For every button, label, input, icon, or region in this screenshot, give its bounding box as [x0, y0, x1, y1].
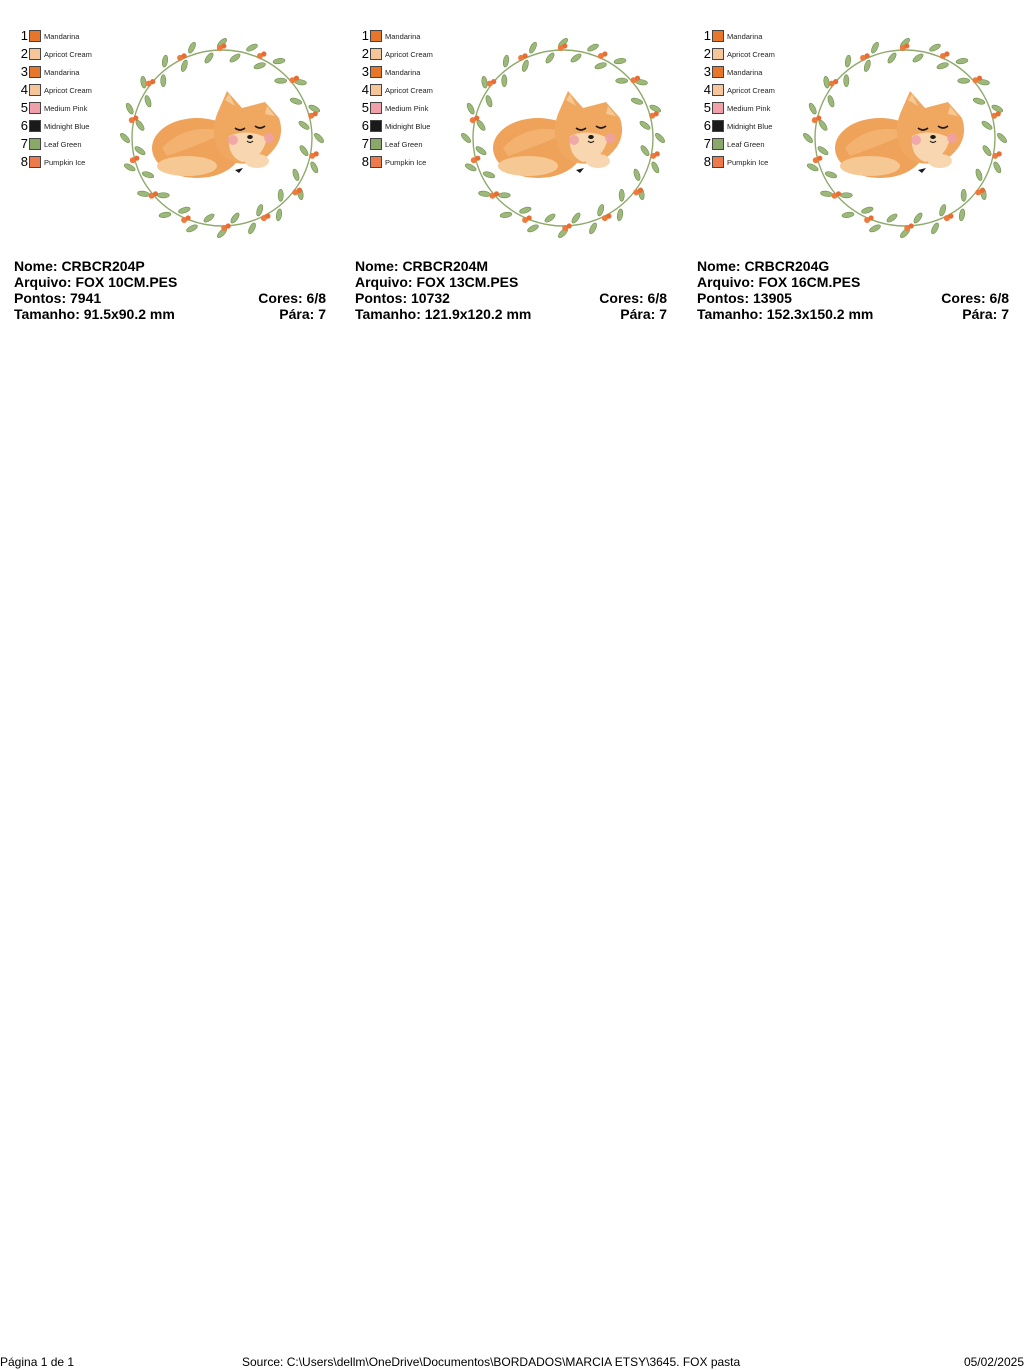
- color-row: [701, 135, 775, 153]
- design-info: [697, 258, 1009, 322]
- color-name: Pumpkin Ice: [44, 157, 86, 167]
- color-name: Midnight Blue: [44, 121, 90, 131]
- color-count: Cores: 6/8: [258, 290, 326, 306]
- color-number: 8: [703, 154, 711, 169]
- print-date: 05/02/2025: [963, 1355, 1024, 1369]
- color-name: Mandarina: [727, 31, 763, 41]
- color-swatch: [29, 138, 41, 150]
- color-swatch: [29, 120, 41, 132]
- embroidery-preview-image: [117, 36, 327, 241]
- page-footer: [0, 1354, 1024, 1370]
- color-row: [701, 81, 775, 99]
- color-number: 5: [20, 100, 28, 115]
- color-swatch: [712, 120, 724, 132]
- color-swatch: [370, 138, 382, 150]
- color-row: [359, 45, 433, 63]
- color-number: 6: [703, 118, 711, 133]
- color-list: [359, 27, 433, 171]
- color-name: Apricot Cream: [385, 49, 433, 59]
- stop-count: Pára: 7: [279, 306, 326, 322]
- color-name: Leaf Green: [44, 139, 82, 149]
- color-name: Mandarina: [44, 67, 80, 77]
- color-row: [18, 81, 92, 99]
- color-number: 4: [703, 82, 711, 97]
- color-name: Medium Pink: [727, 103, 771, 113]
- embroidery-preview-image: [800, 36, 1010, 241]
- color-swatch: [712, 84, 724, 96]
- color-swatch: [370, 102, 382, 114]
- color-row: [18, 153, 92, 171]
- color-row: [359, 117, 433, 135]
- stop-count: Pára: 7: [620, 306, 667, 322]
- color-number: 1: [361, 28, 369, 43]
- color-number: 2: [361, 46, 369, 61]
- stitch-count: Pontos: 13905: [697, 290, 792, 306]
- color-number: 2: [703, 46, 711, 61]
- color-number: 7: [361, 136, 369, 151]
- color-swatch: [712, 48, 724, 60]
- design-name: Nome: CRBCR204M: [355, 258, 489, 274]
- color-swatch: [370, 156, 382, 168]
- color-swatch: [370, 120, 382, 132]
- fox-wreath-artwork: [117, 36, 327, 241]
- embroidery-preview-image: [458, 36, 668, 241]
- design-size: Tamanho: 91.5x90.2 mm: [14, 306, 175, 322]
- design-file: Arquivo: FOX 16CM.PES: [697, 274, 861, 290]
- color-number: 8: [20, 154, 28, 169]
- color-number: 1: [703, 28, 711, 43]
- color-number: 5: [361, 100, 369, 115]
- design-file: Arquivo: FOX 13CM.PES: [355, 274, 519, 290]
- color-swatch: [712, 30, 724, 42]
- design-block: [12, 24, 332, 324]
- color-name: Leaf Green: [385, 139, 423, 149]
- design-info: [14, 258, 326, 322]
- color-list: [18, 27, 92, 171]
- color-row: [18, 117, 92, 135]
- color-name: Apricot Cream: [727, 85, 775, 95]
- color-number: 3: [20, 64, 28, 79]
- color-swatch: [29, 84, 41, 96]
- color-swatch: [712, 156, 724, 168]
- fox-wreath-artwork: [800, 36, 1010, 241]
- color-name: Pumpkin Ice: [385, 157, 427, 167]
- color-number: 3: [361, 64, 369, 79]
- color-list: [701, 27, 775, 171]
- color-row: [701, 63, 775, 81]
- color-row: [701, 117, 775, 135]
- color-name: Mandarina: [44, 31, 80, 41]
- color-name: Medium Pink: [385, 103, 429, 113]
- color-count: Cores: 6/8: [941, 290, 1009, 306]
- color-count: Cores: 6/8: [599, 290, 667, 306]
- color-number: 6: [20, 118, 28, 133]
- color-swatch: [370, 66, 382, 78]
- color-number: 7: [703, 136, 711, 151]
- color-number: 8: [361, 154, 369, 169]
- color-name: Leaf Green: [727, 139, 765, 149]
- color-swatch: [370, 30, 382, 42]
- color-name: Pumpkin Ice: [727, 157, 769, 167]
- color-swatch: [712, 138, 724, 150]
- page-number: Página 1 de 1: [0, 1355, 75, 1369]
- color-name: Midnight Blue: [385, 121, 431, 131]
- color-swatch: [29, 102, 41, 114]
- stitch-count: Pontos: 7941: [14, 290, 102, 306]
- color-swatch: [712, 102, 724, 114]
- color-row: [18, 135, 92, 153]
- color-row: [18, 45, 92, 63]
- source-path: Source: C:\Users\dellm\OneDrive\Documentos\BORDADOS\MARCIA ETSY\3645. FOX pasta: [242, 1355, 741, 1369]
- color-row: [701, 153, 775, 171]
- color-name: Apricot Cream: [44, 49, 92, 59]
- design-size: Tamanho: 121.9x120.2 mm: [355, 306, 532, 322]
- design-file: Arquivo: FOX 10CM.PES: [14, 274, 178, 290]
- color-swatch: [29, 48, 41, 60]
- color-number: 5: [703, 100, 711, 115]
- color-name: Apricot Cream: [44, 85, 92, 95]
- color-number: 6: [361, 118, 369, 133]
- color-row: [359, 153, 433, 171]
- color-number: 3: [703, 64, 711, 79]
- color-row: [701, 27, 775, 45]
- color-number: 2: [20, 46, 28, 61]
- color-name: Mandarina: [385, 31, 421, 41]
- color-row: [359, 81, 433, 99]
- color-swatch: [29, 30, 41, 42]
- design-name: Nome: CRBCR204P: [14, 258, 145, 274]
- color-number: 4: [361, 82, 369, 97]
- color-name: Apricot Cream: [727, 49, 775, 59]
- color-name: Apricot Cream: [385, 85, 433, 95]
- color-swatch: [370, 48, 382, 60]
- color-row: [18, 63, 92, 81]
- color-row: [18, 27, 92, 45]
- design-block: [695, 24, 1015, 324]
- design-size: Tamanho: 152.3x150.2 mm: [697, 306, 874, 322]
- color-name: Mandarina: [385, 67, 421, 77]
- color-number: 1: [20, 28, 28, 43]
- color-row: [359, 27, 433, 45]
- color-row: [359, 99, 433, 117]
- design-name: Nome: CRBCR204G: [697, 258, 830, 274]
- design-block: [353, 24, 673, 324]
- color-name: Mandarina: [727, 67, 763, 77]
- color-name: Midnight Blue: [727, 121, 773, 131]
- color-row: [701, 99, 775, 117]
- color-row: [359, 135, 433, 153]
- fox-wreath-artwork: [458, 36, 668, 241]
- color-row: [18, 99, 92, 117]
- color-name: Medium Pink: [44, 103, 88, 113]
- stop-count: Pára: 7: [962, 306, 1009, 322]
- color-number: 7: [20, 136, 28, 151]
- color-number: 4: [20, 82, 28, 97]
- color-swatch: [29, 66, 41, 78]
- color-swatch: [712, 66, 724, 78]
- color-row: [359, 63, 433, 81]
- color-swatch: [29, 156, 41, 168]
- stitch-count: Pontos: 10732: [355, 290, 450, 306]
- color-row: [701, 45, 775, 63]
- color-swatch: [370, 84, 382, 96]
- design-info: [355, 258, 667, 322]
